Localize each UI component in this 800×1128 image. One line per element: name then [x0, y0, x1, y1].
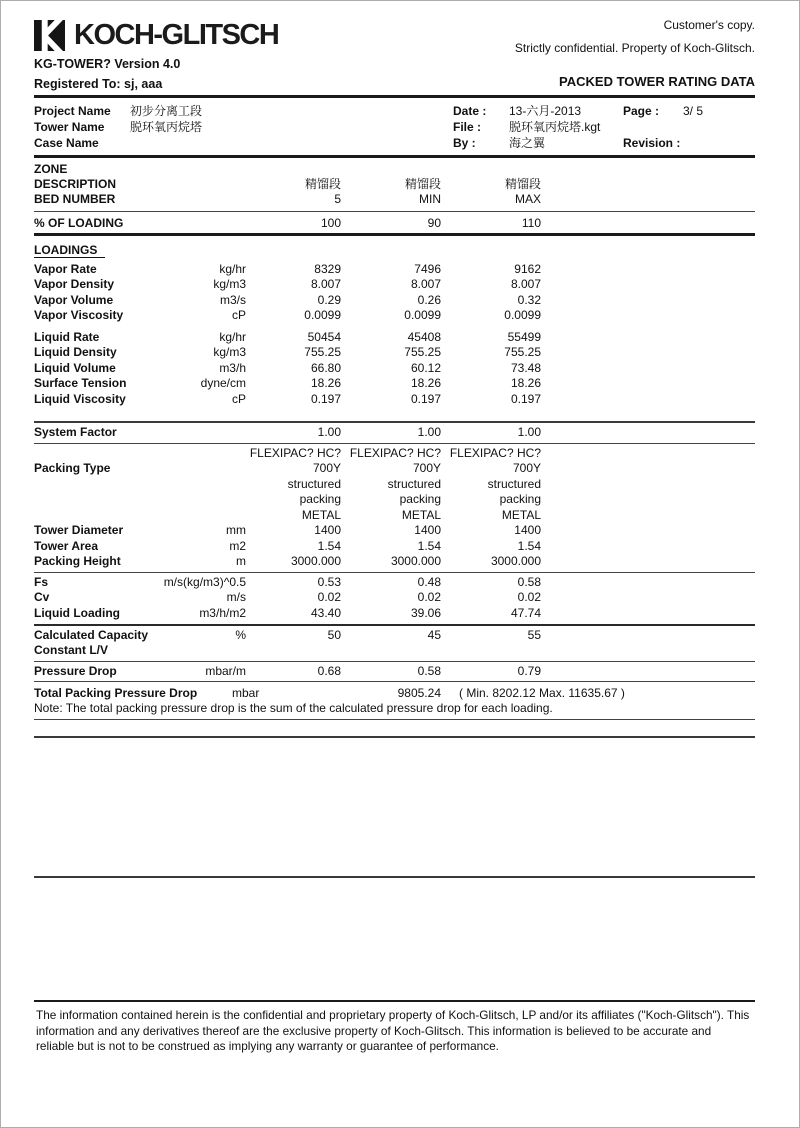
row-value: 700Y — [512, 461, 541, 475]
row-filler — [541, 590, 755, 606]
tower-table — [34, 523, 755, 570]
logo — [34, 19, 278, 52]
row-unit: kg/hr — [219, 261, 246, 276]
row-value: 7496 — [414, 261, 441, 276]
koch-k-icon — [34, 20, 65, 51]
row-label: System Factor — [34, 425, 117, 439]
row-value: 755.25 — [404, 345, 441, 359]
row-filler — [541, 330, 755, 346]
row-value: 39.06 — [410, 605, 441, 620]
table-row — [34, 446, 755, 462]
row-value: 0.29 — [317, 292, 341, 307]
pressure-drop-table — [34, 662, 755, 682]
row-label: Liquid Volume — [34, 360, 116, 375]
row-value: 8.007 — [410, 277, 441, 291]
row-label — [34, 508, 159, 524]
table-row — [34, 192, 755, 208]
loadings-heading — [34, 243, 755, 257]
row-value: 0.32 — [517, 292, 541, 307]
vapor-table — [34, 262, 755, 324]
row-value: 5 — [334, 192, 341, 206]
row-value: METAL — [501, 507, 541, 522]
total-pressure-label: Total Packing Pressure Drop — [34, 686, 198, 700]
total-pressure-row — [34, 682, 755, 701]
capacity-row — [34, 626, 755, 661]
table-row — [34, 392, 755, 408]
row-value: 精馏段 — [504, 176, 541, 191]
tower-name-label: Tower Name — [34, 120, 105, 134]
row-label: Tower Diameter — [34, 523, 124, 537]
row-value: 1400 — [514, 523, 541, 537]
row-filler — [541, 508, 755, 524]
row-value: 9162 — [514, 261, 541, 276]
row-unit — [159, 177, 246, 193]
row-value: 0.02 — [317, 590, 341, 604]
total-pressure-range: ( Min. 8202.12 Max. 11635.67 ) — [459, 686, 625, 700]
capacity-label-line1: Calculated Capacity — [34, 627, 149, 642]
row-value: 1.00 — [517, 425, 541, 439]
row-value: 0.0099 — [304, 308, 341, 322]
row-value: 45408 — [407, 329, 441, 344]
row-label: Packing Type — [34, 461, 111, 475]
table-row — [34, 554, 755, 570]
table-row — [34, 606, 755, 622]
confidential-line: Strictly confidential. Property of Koch-Glitsch. — [514, 41, 755, 55]
row-value: 1400 — [314, 523, 341, 537]
case-name-label: Case Name — [34, 136, 99, 150]
row-value: 0.197 — [310, 391, 341, 406]
row-value: 755.25 — [504, 345, 541, 359]
capacity-value-2: 45 — [427, 627, 441, 642]
system-factor-bottom-divider — [34, 443, 755, 444]
row-filler — [541, 523, 755, 539]
table-row — [34, 508, 755, 524]
row-label — [34, 492, 159, 508]
table-row — [34, 177, 755, 193]
row-value: 1.54 — [517, 538, 541, 553]
row-label: Pressure Drop — [34, 663, 117, 678]
row-value: 47.74 — [510, 605, 541, 620]
row-value: packing — [399, 492, 441, 506]
row-value: 18.26 — [310, 376, 341, 390]
row-unit: m3/s — [219, 292, 246, 307]
row-value: 0.48 — [417, 574, 441, 589]
row-value: 73.48 — [510, 360, 541, 375]
row-filler — [541, 539, 755, 555]
total-pressure-value: 9805.24 — [397, 686, 441, 700]
row-value: 8.007 — [510, 277, 541, 291]
row-value: 0.197 — [410, 391, 441, 406]
row-value: 700Y — [312, 461, 341, 475]
row-label: Vapor Density — [34, 277, 115, 291]
row-label: Liquid Density — [34, 345, 117, 359]
row-unit — [159, 192, 246, 208]
page-value: 3/ 5 — [683, 104, 704, 118]
row-filler — [541, 575, 755, 591]
row-unit: mm — [226, 523, 246, 537]
capacity-value-3: 55 — [527, 627, 541, 642]
row-label: Vapor Volume — [34, 292, 114, 307]
header-right — [515, 17, 755, 89]
row-value: 50454 — [307, 329, 341, 344]
row-unit — [159, 477, 246, 493]
row-value: 0.79 — [517, 663, 541, 678]
zone-divider — [34, 211, 755, 212]
row-value: 66.80 — [310, 360, 341, 375]
table-row — [34, 539, 755, 555]
project-info-right — [453, 103, 755, 151]
row-filler — [541, 308, 755, 324]
row-value: 1.54 — [417, 538, 441, 553]
tower-name-row — [34, 119, 202, 135]
row-value: 0.68 — [317, 663, 341, 678]
capacity-value-1: 50 — [327, 627, 341, 642]
table-row — [34, 492, 755, 508]
row-value: structured — [387, 476, 441, 491]
row-unit: m/s(kg/m3)^0.5 — [163, 574, 246, 589]
row-filler — [541, 392, 755, 408]
row-value: 精馏段 — [404, 176, 441, 191]
row-unit: kg/hr — [219, 329, 246, 344]
project-name-label: Project Name — [34, 104, 111, 118]
row-label: Surface Tension — [34, 376, 127, 390]
project-name-row — [34, 103, 202, 119]
page-label: Page : — [623, 104, 660, 118]
row-value: 60.12 — [410, 360, 441, 375]
total-pressure-unit: mbar — [232, 686, 260, 700]
row-filler — [541, 293, 755, 309]
row-value: 3000.000 — [490, 554, 541, 568]
table-row — [34, 345, 755, 361]
row-unit: m3/h — [219, 360, 246, 375]
project-name-value: 初步分离工段 — [130, 104, 203, 118]
row-unit — [159, 492, 246, 508]
row-value: 55499 — [507, 329, 541, 344]
row-unit: dyne/cm — [200, 376, 246, 390]
row-value: 0.02 — [517, 590, 541, 604]
revision-label: Revision : — [623, 136, 681, 150]
file-row — [453, 119, 755, 135]
row-unit: mbar/m — [205, 663, 246, 678]
row-filler — [541, 425, 755, 441]
row-unit — [159, 461, 246, 477]
table-row — [34, 361, 755, 377]
row-filler — [541, 262, 755, 278]
row-value: 精馏段 — [304, 176, 341, 191]
row-value: 1.00 — [317, 425, 341, 439]
row-label: Packing Height — [34, 554, 121, 568]
row-value: 0.0099 — [504, 308, 541, 322]
row-unit — [159, 446, 246, 462]
row-value: 100 — [320, 215, 341, 230]
row-label: Liquid Rate — [34, 329, 100, 344]
table-row — [34, 477, 755, 493]
logo-wordmark: KOCH-GLITSCH — [74, 19, 279, 51]
table-row — [34, 293, 755, 309]
header-left — [34, 17, 278, 91]
row-filler — [541, 446, 755, 462]
row-unit: cP — [231, 308, 246, 322]
row-value: structured — [287, 476, 341, 491]
spacer — [34, 720, 755, 736]
row-value: 0.58 — [417, 663, 441, 678]
table-row — [34, 523, 755, 539]
date-row — [453, 103, 755, 119]
row-unit — [159, 425, 246, 441]
loadings-heading-text: LOADINGS — [34, 243, 105, 258]
spacer — [34, 878, 755, 1000]
tower-divider — [34, 572, 755, 573]
row-label: Liquid Loading — [34, 605, 120, 620]
row-label: Vapor Rate — [34, 261, 97, 276]
row-filler — [541, 345, 755, 361]
row-value: 8329 — [314, 261, 341, 276]
table-row — [34, 262, 755, 278]
app-version: KG-TOWER? Version 4.0 — [34, 57, 181, 71]
header — [34, 17, 755, 91]
row-value: 1.54 — [317, 538, 341, 553]
row-label: % OF LOADING — [34, 215, 124, 230]
row-label: Tower Area — [34, 538, 99, 553]
row-label — [34, 477, 159, 493]
row-value: 3000.000 — [290, 554, 341, 568]
spacer — [34, 738, 755, 876]
row-filler — [541, 664, 755, 680]
row-unit: m — [236, 554, 246, 568]
row-label: Cv — [34, 590, 50, 604]
table-row — [34, 308, 755, 324]
by-row — [453, 135, 755, 151]
page-content — [1, 1, 799, 1055]
row-label: Vapor Viscosity — [34, 308, 124, 322]
table-row — [34, 575, 755, 591]
row-value: 1.00 — [417, 425, 441, 439]
table-row — [34, 330, 755, 346]
row-filler — [541, 492, 755, 508]
row-unit — [159, 508, 246, 524]
row-unit: cP — [231, 391, 246, 406]
row-label: Fs — [34, 574, 49, 589]
case-name-row — [34, 135, 202, 151]
row-value: FLEXIPAC? HC? — [349, 445, 441, 460]
row-value: 18.26 — [410, 376, 441, 390]
liquid-table — [34, 330, 755, 408]
file-value: 脱环氧丙烷塔.kgt — [509, 120, 601, 134]
row-label: DESCRIPTION — [34, 176, 117, 191]
row-value: 8.007 — [310, 277, 341, 291]
row-value: MAX — [514, 192, 541, 206]
row-value: 90 — [427, 215, 441, 230]
zone-heading: ZONE — [34, 161, 68, 176]
table-row — [34, 216, 755, 232]
row-value: METAL — [401, 507, 441, 522]
system-factor-table — [34, 423, 755, 443]
by-label: By : — [453, 136, 476, 150]
table-row — [34, 277, 755, 293]
project-info-left — [34, 103, 202, 151]
row-filler — [541, 376, 755, 392]
file-label: File : — [453, 120, 482, 134]
capacity-filler — [541, 628, 755, 659]
tower-name-value: 脱环氧丙烷塔 — [130, 120, 203, 134]
date-label: Date : — [453, 104, 487, 118]
date-value: 13-六月-2013 — [509, 104, 582, 118]
table-row — [34, 425, 755, 441]
table-row — [34, 461, 755, 477]
row-filler — [541, 554, 755, 570]
row-filler — [541, 192, 755, 208]
row-unit: kg/m3 — [213, 277, 246, 291]
row-value: 110 — [521, 215, 541, 230]
row-filler — [541, 461, 755, 477]
registered-to: Registered To: sj, aaa — [34, 77, 163, 91]
note-line: Note: The total packing pressure drop is the sum of the calculated pressure drop for each loading. — [34, 701, 553, 715]
row-value: packing — [299, 492, 341, 506]
by-value: 海之翼 — [509, 136, 546, 150]
row-filler — [541, 361, 755, 377]
row-filler — [541, 277, 755, 293]
row-value: 1400 — [414, 523, 441, 537]
capacity-label-line2: Constant L/V — [34, 643, 108, 657]
row-value: 18.26 — [510, 376, 541, 390]
zone-table — [34, 177, 755, 208]
row-value: 0.26 — [417, 292, 441, 307]
row-label: Liquid Viscosity — [34, 391, 126, 406]
capacity-unit: % — [235, 627, 246, 642]
row-unit: kg/m3 — [213, 345, 246, 359]
row-unit: m2 — [229, 538, 246, 553]
row-value: METAL — [301, 507, 341, 522]
row-value: 0.197 — [510, 391, 541, 406]
table-row — [34, 376, 755, 392]
row-value: MIN — [419, 192, 441, 206]
row-unit: m/s — [226, 590, 246, 604]
row-value: FLEXIPAC? HC? — [249, 445, 341, 460]
packing-type-table — [34, 446, 755, 524]
row-unit: m3/h/m2 — [199, 605, 246, 620]
row-value: FLEXIPAC? HC? — [449, 445, 541, 460]
table-row — [34, 590, 755, 606]
loading-table — [34, 214, 755, 234]
row-value: 755.25 — [304, 345, 341, 359]
row-value: 3000.000 — [390, 554, 441, 568]
customers-copy: Customer's copy. — [663, 18, 755, 32]
row-unit — [159, 216, 246, 232]
row-filler — [541, 216, 755, 232]
row-filler — [541, 177, 755, 193]
report-title: PACKED TOWER RATING DATA — [559, 74, 755, 89]
row-value: 700Y — [412, 461, 441, 475]
row-label — [34, 446, 159, 462]
row-value: structured — [487, 476, 541, 491]
row-label: BED NUMBER — [34, 192, 116, 206]
hydraulic-table — [34, 575, 755, 622]
row-value: 0.02 — [417, 590, 441, 604]
row-value: 0.0099 — [404, 308, 441, 322]
row-value: 43.40 — [310, 605, 341, 620]
project-info — [34, 98, 755, 155]
row-value: packing — [499, 492, 541, 506]
row-value: 0.53 — [317, 574, 341, 589]
row-value: 0.58 — [517, 574, 541, 589]
capacity-label — [34, 628, 159, 659]
legal-disclaimer: The information contained herein is the confidential and proprietary property of Koch-Glitsch, LP and/or its affiliates ("Koch-Glitsch"). This information and any derivatives thereof are the exclusive property of Koch-Glitsch. This information is believed to be accurate and reliable but is not to be construed as implying any warranty or guarantee of performance. — [36, 1008, 750, 1053]
loading-divider — [34, 233, 755, 236]
revision-value — [680, 135, 688, 151]
row-filler — [541, 606, 755, 622]
row-filler — [541, 477, 755, 493]
table-row — [34, 664, 755, 680]
